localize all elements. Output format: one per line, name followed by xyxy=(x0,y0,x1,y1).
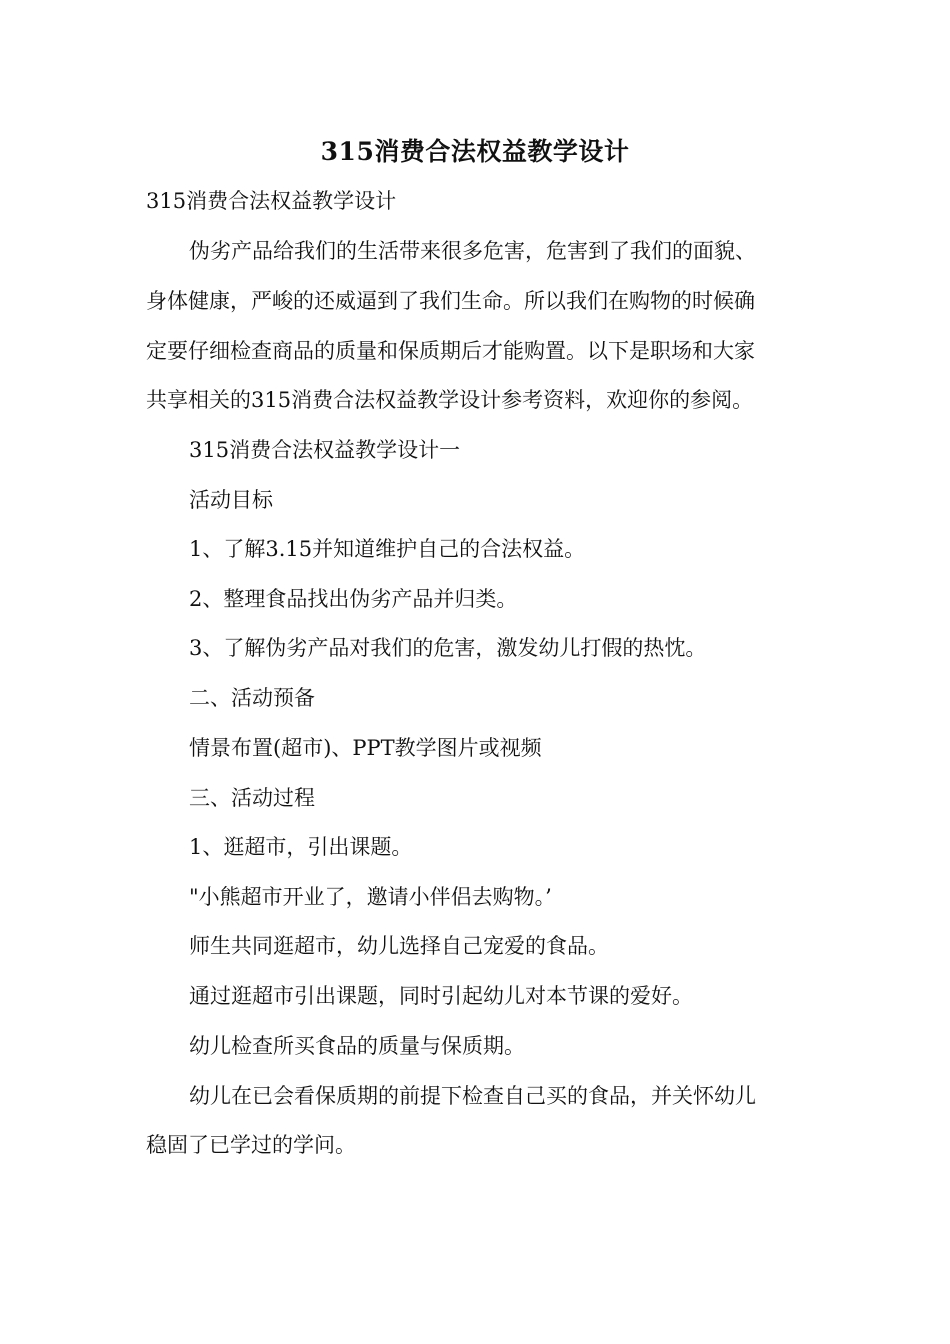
paragraph-line: 稳固了已学过的学问。 xyxy=(146,1133,356,1157)
paragraph-line: 幼儿在已会看保质期的前提下检查自己买的食品，并关怀幼儿 xyxy=(189,1084,756,1108)
list-item: 2、整理食品找出伪劣产品并归类。 xyxy=(189,587,518,611)
section-heading: 活动目标 xyxy=(189,488,273,512)
section-heading: 二、活动预备 xyxy=(189,686,315,710)
paragraph-line: 幼儿检查所买食品的质量与保质期。 xyxy=(189,1034,525,1058)
section-heading: 三、活动过程 xyxy=(189,786,315,810)
section-heading: 315消费合法权益教学设计一 xyxy=(189,438,461,462)
paragraph-line: 共享相关的315消费合法权益教学设计参考资料，欢迎你的参阅。 xyxy=(146,388,754,412)
paragraph-line: 伪劣产品给我们的生活带来很多危害，危害到了我们的面貌、 xyxy=(189,239,756,263)
paragraph-line: "小熊超市开业了，邀请小伴侣去购物。’ xyxy=(189,885,552,909)
page-title: 315消费合法权益教学设计 xyxy=(320,137,630,166)
paragraph-line: 身体健康，严峻的还威逼到了我们生命。所以我们在购物的时候确 xyxy=(146,289,755,313)
list-item: 1、逛超市，引出课题。 xyxy=(189,835,413,859)
paragraph-line: 情景布置(超市)、PPT教学图片或视频 xyxy=(189,736,542,760)
list-item: 1、了解3.15并知道维护自己的合法权益。 xyxy=(189,537,586,561)
paragraph-line: 通过逛超市引出课题，同时引起幼儿对本节课的爱好。 xyxy=(189,984,693,1008)
list-item: 3、了解伪劣产品对我们的危害，激发幼儿打假的热忱。 xyxy=(189,636,707,660)
document-subtitle: 315消费合法权益教学设计 xyxy=(146,189,397,213)
paragraph-line: 定要仔细检查商品的质量和保质期后才能购置。以下是职场和大家 xyxy=(146,339,755,363)
paragraph-line: 师生共同逛超市，幼儿选择自己宠爱的食品。 xyxy=(189,934,609,958)
